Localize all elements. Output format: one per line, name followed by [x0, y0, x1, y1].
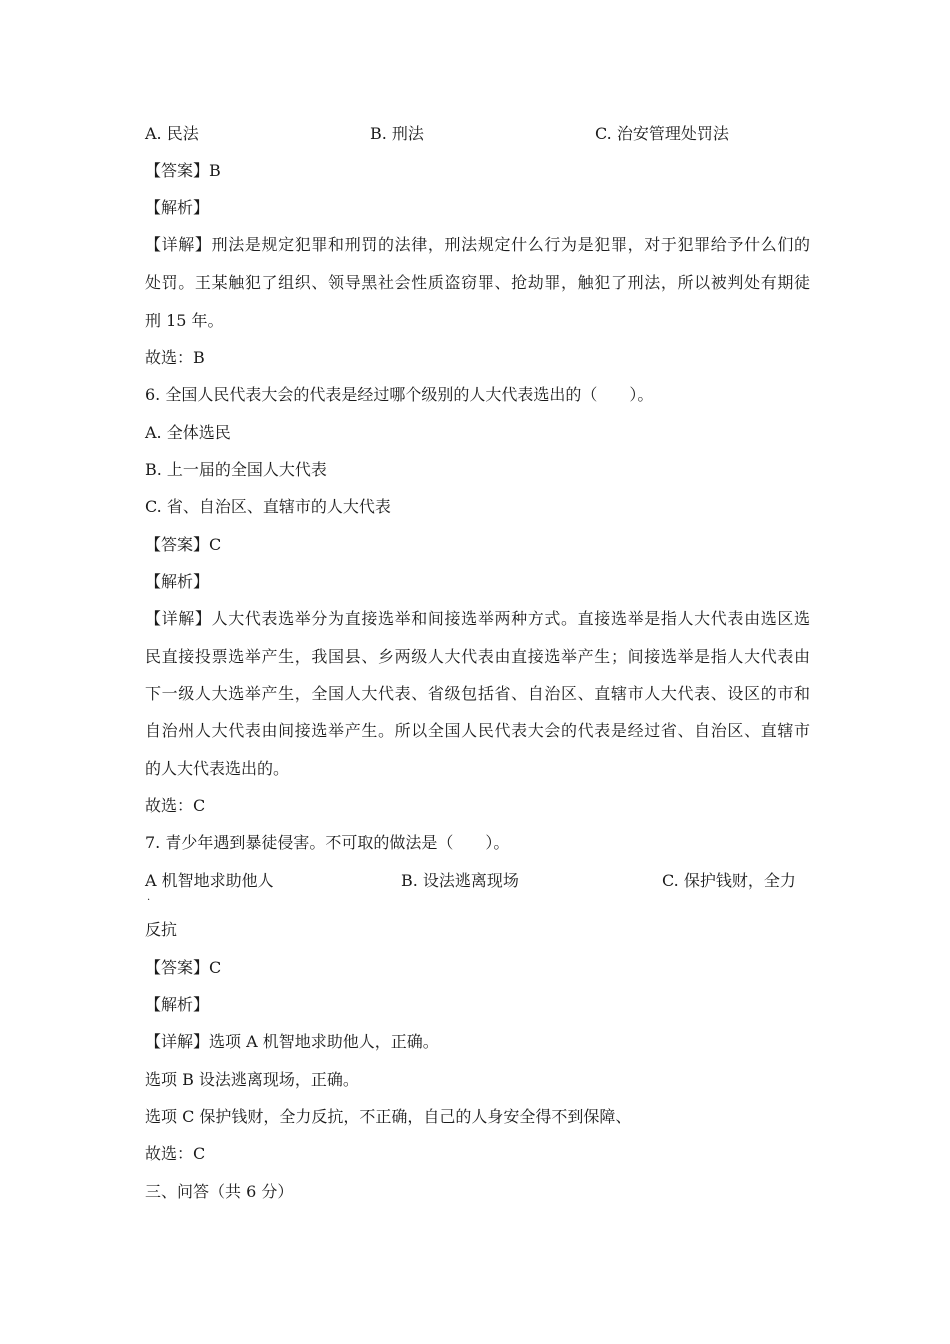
q5-option-b: B. 刑法 — [370, 124, 424, 143]
q6-analysis-heading: 【解析】 — [145, 572, 210, 591]
q6-detail-line-2: 民直接投票选举产生，我国县、乡两级人大代表由直接选举产生；间接选举是指人大代表由 — [145, 647, 810, 666]
q5-detail-line-3: 刑 15 年。 — [145, 311, 224, 330]
q6-choice: 故选：C — [145, 796, 206, 815]
q6-answer: 【答案】C — [145, 535, 222, 554]
q6-question: 6. 全国人民代表大会的代表是经过哪个级别的人大代表选出的（ ）。 — [145, 385, 654, 404]
q5-option-c: C. 治安管理处罚法 — [595, 124, 729, 143]
q7-analysis-heading: 【解析】 — [145, 995, 210, 1014]
q7-choice: 故选：C — [145, 1144, 206, 1163]
q7-detail-line-2: 选项 B 设法逃离现场，正确。 — [145, 1070, 359, 1089]
q5-choice: 故选：B — [145, 348, 205, 367]
q7-detail-line-1: 【详解】选项 A 机智地求助他人，正确。 — [145, 1032, 439, 1051]
q7-detail-line-3: 选项 C 保护钱财，全力反抗，不正确，自己的人身安全得不到保障、 — [145, 1107, 632, 1126]
q7-option-c: C. 保护钱财，全力 — [662, 871, 796, 890]
q6-option-a: A. 全体选民 — [145, 423, 231, 442]
q6-detail-line-1: 【详解】人大代表选举分为直接选举和间接选举两种方式。直接选举是指人大代表由选区选 — [145, 609, 810, 628]
q5-detail-line-2: 处罚。王某触犯了组织、领导黑社会性质盗窃罪、抢劫罪，触犯了刑法，所以被判处有期徒 — [145, 273, 810, 292]
q7-option-a-dot: . — [147, 892, 151, 903]
q6-detail-line-4: 自治州人大代表由间接选举产生。所以全国人民代表大会的代表是经过省、自治区、直辖市 — [145, 721, 810, 740]
q7-option-c-continuation: 反抗 — [145, 920, 178, 939]
q6-detail-line-3: 下一级人大选举产生，全国人大代表、省级包括省、自治区、直辖市人大代表、设区的市和 — [145, 684, 810, 703]
q7-option-b: B. 设法逃离现场 — [401, 871, 519, 890]
q5-answer: 【答案】B — [145, 161, 221, 180]
q5-analysis-heading: 【解析】 — [145, 198, 210, 217]
q7-question: 7. 青少年遇到暴徒侵害。不可取的做法是（ ）。 — [145, 833, 510, 852]
q5-detail-line-1: 【详解】刑法是规定犯罪和刑罚的法律，刑法规定什么行为是犯罪，对于犯罪给予什么们的 — [145, 235, 810, 254]
q6-detail-line-5: 的人大代表选出的。 — [145, 759, 290, 778]
q6-option-b: B. 上一届的全国人大代表 — [145, 460, 327, 479]
q7-option-a: A 机智地求助他人 — [145, 871, 274, 890]
section-heading: 三、问答（共 6 分） — [145, 1182, 294, 1201]
q5-option-a: A. 民法 — [145, 124, 199, 143]
q7-answer: 【答案】C — [145, 958, 222, 977]
q6-option-c: C. 省、自治区、直辖市的人大代表 — [145, 497, 391, 516]
